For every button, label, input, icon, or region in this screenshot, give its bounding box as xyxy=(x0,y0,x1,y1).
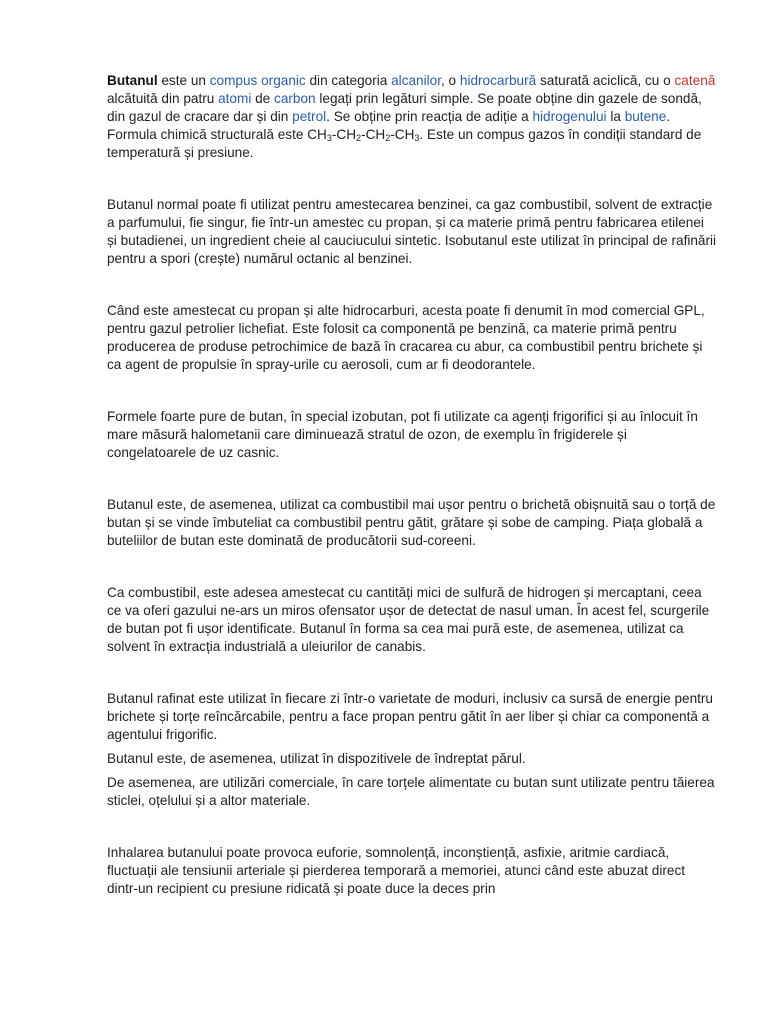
link-catena[interactable]: catenă xyxy=(674,73,716,88)
chemical-formula: $CH_3-CH_2-CH_2-CH_3$ xyxy=(307,127,420,143)
paragraph-inhalation: Inhalarea butanului poate provoca euforie, somnolență, inconștiență, asfixie, aritmie cardiacă, fluctuații ale tensiunii arteriale și pierderea temporară a memoriei, atunci când este abuzat direct dintr-un recipient cu presiune ridicată și poate duce la deces prin xyxy=(107,845,686,896)
intro-paragraph: Butanul este un compus organic din categoria alcanilor, o hidrocarbură saturată aciclică, cu o catenă alcătuită din patru atomi de carbon legați prin legături simple. Se poate obține din gazele de sondă, din gazul de cracare dar și din petrol. Se obține prin reacția de adiție a hidrogenului la butene. Formula chimică structurală este $CH_3-CH_2-CH_2-CH_3$. Este un compus gazos în condiții standard de temperatură și presiune. xyxy=(107,73,716,160)
paragraph-normal-butane-uses: Butanul normal poate fi utilizat pentru amestecarea benzinei, ca gaz combustibil, solvent de extracție a parfumului, fie singur, fie într-un amestec cu propan, și ca materie primă pentru fabricarea etilenei și butadienei, un ingredient cheie al cauciucului sintetic. Isobutanul este utilizat în principal de rafinării pentru a spori (crește) numărul octanic al benzinei. xyxy=(107,197,717,266)
paragraph-hair-devices: Butanul este, de asemenea, utilizat în dispozitivele de îndreptat părul. xyxy=(107,751,526,766)
term-butanul: Butanul xyxy=(107,73,158,88)
paragraph-refined-butane: Butanul rafinat este utilizat în fiecare zi într-o varietate de moduri, inclusiv ca sursă de energie pentru brichete și torțe reîncărcabile, pentru a face propan pentru gătit în aer liber și chiar ca componentă a agentului frigorific. xyxy=(107,691,713,742)
link-carbon[interactable]: carbon xyxy=(274,91,316,106)
paragraph-odorants: Ca combustibil, este adesea amestecat cu cantități mici de sulfură de hidrogen și mercaptani, ceea ce va oferi gazului ne-ars un miros ofensator ușor de detectat de nasul uman. În acest fel, scurgerile de butan pot fi ușor identificate. Butanul în forma sa cea mai pură este, de asemenea, utilizat ca solvent în extracția industrială a uleiurilor de canabis. xyxy=(107,585,710,654)
link-butene[interactable]: butene xyxy=(624,109,667,124)
document-body xyxy=(107,72,717,898)
link-petrol[interactable]: petrol xyxy=(292,109,327,124)
paragraph-gpl: Când este amestecat cu propan și alte hidrocarburi, acesta poate fi denumit în mod comercial GPL, pentru gazul petrolier lichefiat. Este folosit ca componentă pe benzină, ca materie primă pentru producerea de produse petrochimice de bază în cracarea cu abur, ca combustibil pentru brichete și ca agent de propulsie în spray-urile cu aerosoli, cum ar fi deodorantele. xyxy=(107,303,705,372)
link-atomi[interactable]: atomi xyxy=(218,91,252,106)
paragraph-refrigerants: Formele foarte pure de butan, în special izobutan, pot fi utilizate ca agenți frigorifici și au înlocuit în mare măsură halometanii care diminuează stratul de ozon, de exemplu în frigiderele și congelatoarele de uz casnic. xyxy=(107,409,698,460)
link-alcanilor[interactable]: alcanilor xyxy=(391,73,441,88)
link-compus-organic[interactable]: compus organic xyxy=(209,73,306,88)
link-hidrocarbura[interactable]: hidrocarbură xyxy=(459,73,537,88)
paragraph-commercial-torches: De asemenea, are utilizări comerciale, în care torțele alimentate cu butan sunt utilizate pentru tăierea sticlei, oțelului și a altor materiale. xyxy=(107,775,715,808)
paragraph-lighter-fuel: Butanul este, de asemenea, utilizat ca combustibil mai ușor pentru o brichetă obișnuită sau o torță de butan și se vinde îmbuteliat ca combustibil pentru gătit, grătare și sobe de camping. Piața globală a buteliilor de butan este dominată de producătorii sud-coreeni. xyxy=(107,497,716,548)
link-hidrogenului[interactable]: hidrogenului xyxy=(532,109,607,124)
